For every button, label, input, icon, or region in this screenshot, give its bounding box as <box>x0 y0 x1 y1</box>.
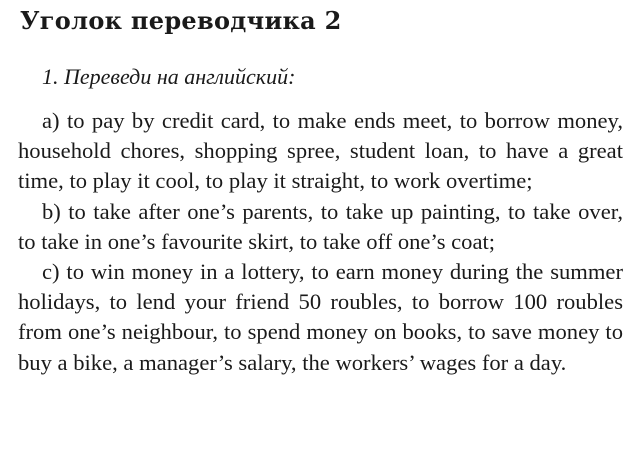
exercise-item-c: c) to win money in a lottery, to earn money during the summer holidays, to lend your friend 50 roubles, to borrow 100 roubles from one’s neighbour, to spend money on books, to save money to buy a bike, a manager’s salary, the workers’ wages for a day. <box>18 259 623 375</box>
exercise-item-b: b) to take after one’s parents, to take up painting, to take over, to take in one’s favourite skirt, to take off one’s coat; <box>18 198 623 254</box>
exercise-body <box>18 106 623 378</box>
exercise-item-a: a) to pay by credit card, to make ends meet, to borrow money, household chores, shopping spree, student loan, to have a great time, to play it cool, to play it straight, to work overtime; <box>18 108 623 194</box>
exercise-instruction: 1. Переведи на английский: <box>42 64 296 89</box>
section-title: Уголок переводчика 2 <box>20 6 342 35</box>
